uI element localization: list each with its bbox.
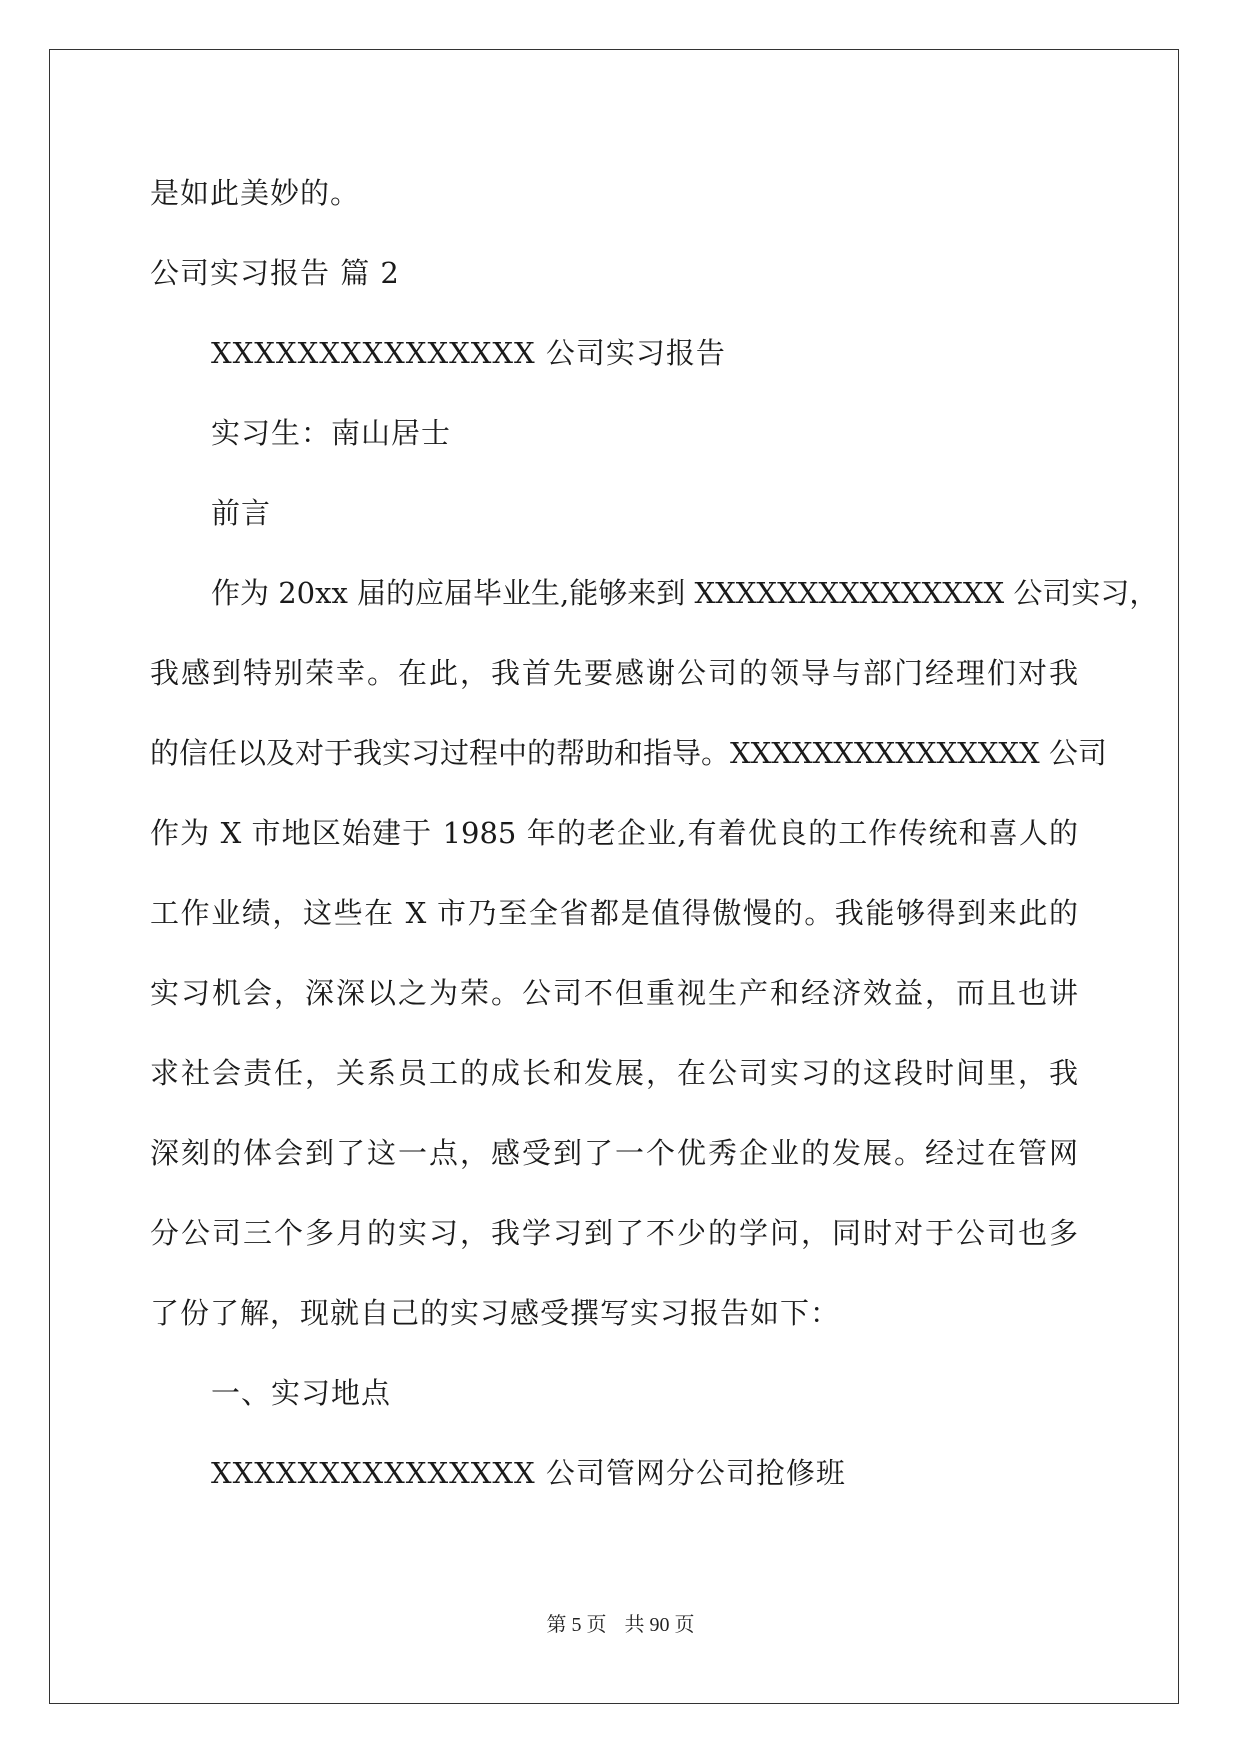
paragraph-line: 了份了解，现就自己的实习感受撰写实习报告如下：	[150, 1296, 841, 1330]
intern-name: 实习生：南山居士	[211, 416, 452, 450]
subsection-heading: 一、实习地点	[211, 1376, 392, 1410]
paragraph-line: 的信任以及对于我实习过程中的帮助和指导。XXXXXXXXXXXXXXX 公司	[150, 736, 1107, 770]
paragraph-line: 求社会责任，关系员工的成长和发展，在公司实习的这段时间里，我	[150, 1056, 1078, 1090]
text-line: 是如此美妙的。	[150, 176, 361, 210]
preface-heading: 前言	[211, 496, 272, 530]
paragraph-line: 分公司三个多月的实习，我学习到了不少的学问，同时对于公司也多	[150, 1216, 1078, 1250]
paragraph-line: 作为 20xx 届的应届毕业生,能够来到 XXXXXXXXXXXXXXX 公司实习，	[211, 576, 1159, 610]
paragraph-line: 工作业绩，这些在 X 市乃至全省都是值得傲慢的。我能够得到来此的	[150, 896, 1078, 930]
paragraph-line: 实习机会，深深以之为荣。公司不但重视生产和经济效益，而且也讲	[150, 976, 1078, 1010]
paragraph-line: 深刻的体会到了这一点，感受到了一个优秀企业的发展。经过在管网	[150, 1136, 1078, 1170]
total-pages: 共 90 页	[624, 1614, 695, 1636]
page-footer	[0, 1612, 1241, 1638]
text-line: XXXXXXXXXXXXXXX 公司管网分公司抢修班	[211, 1456, 846, 1490]
report-title: XXXXXXXXXXXXXXX 公司实习报告	[211, 336, 726, 370]
paragraph-line: 作为 X 市地区始建于 1985 年的老企业,有着优良的工作传统和喜人的	[150, 816, 1078, 850]
paragraph-line: 我感到特别荣幸。在此，我首先要感谢公司的领导与部门经理们对我	[150, 656, 1078, 690]
page-number: 第 5 页	[546, 1614, 607, 1636]
section-heading: 公司实习报告 篇 2	[150, 256, 400, 290]
